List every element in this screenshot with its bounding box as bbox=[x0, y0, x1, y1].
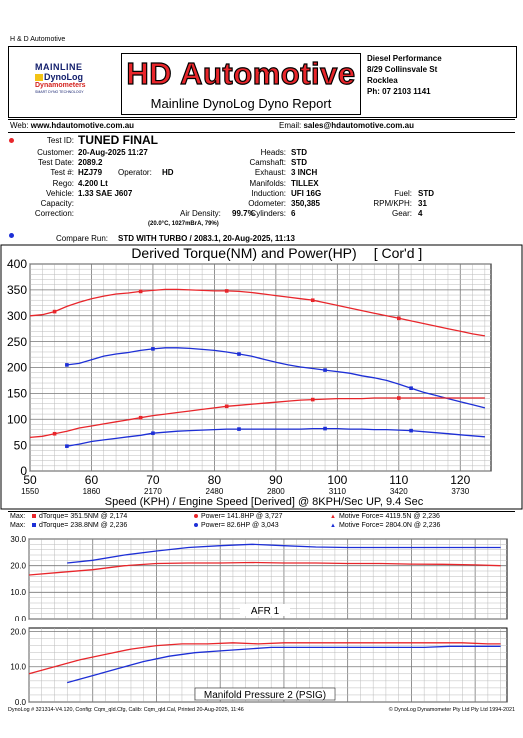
y-tick-label: 20.0 bbox=[10, 627, 26, 637]
marker-compare-power bbox=[409, 429, 413, 433]
right-values: STD 31 4 bbox=[418, 188, 434, 219]
chart-title: Derived Torque(NM) and Power(HP) bbox=[131, 245, 357, 261]
web-link[interactable]: www.hdautomotive.com.au bbox=[30, 121, 135, 130]
x-tick-label: 50 bbox=[23, 473, 37, 487]
x-tick-rpm-label: 3420 bbox=[389, 487, 408, 496]
x-tick-label: 80 bbox=[207, 473, 222, 487]
x-tick-label: 100 bbox=[327, 473, 348, 487]
y-tick-label: 350 bbox=[6, 283, 27, 298]
y-tick-label: 250 bbox=[6, 334, 27, 349]
report-banner bbox=[121, 53, 361, 115]
tuned-dot-icon bbox=[194, 514, 198, 518]
y-tick-label: 10.0 bbox=[10, 662, 26, 672]
marker-compare-power bbox=[237, 427, 241, 431]
y-tick-label: 100 bbox=[6, 412, 27, 427]
x-tick-rpm-label: 2170 bbox=[144, 487, 162, 496]
tuned-square-icon bbox=[32, 514, 36, 518]
marker-compare-torque bbox=[409, 386, 413, 390]
banner-subtitle: Mainline DynoLog Dyno Report bbox=[150, 96, 332, 111]
marker-compare-torque bbox=[151, 347, 155, 351]
marker-compare-power bbox=[323, 427, 327, 431]
y-tick-label: 0.0 bbox=[14, 614, 26, 621]
test-id-value: TUNED FINAL bbox=[78, 133, 158, 147]
marker-compare-torque bbox=[323, 368, 327, 372]
tuned-triangle-icon: ▲ bbox=[330, 514, 336, 520]
compare-dot-icon bbox=[194, 523, 198, 527]
report-header bbox=[8, 46, 517, 118]
air-density-value: 99.7% bbox=[232, 209, 255, 219]
mid-values: STD STD 3 INCH TILLEX UFI 16G 350,385 6 bbox=[291, 148, 322, 219]
map-chart-title: Manifold Pressure 2 (PSIG) bbox=[203, 690, 327, 701]
marker-tuned-torque bbox=[397, 317, 401, 321]
afr-chart-title: AFR 1 bbox=[250, 606, 280, 617]
torque-power-chart bbox=[0, 244, 523, 512]
y-tick-label: 200 bbox=[6, 360, 27, 375]
x-tick-label: 70 bbox=[146, 473, 160, 487]
x-tick-rpm-label: 3110 bbox=[328, 487, 346, 496]
compare-run-marker-icon bbox=[9, 233, 14, 238]
marker-tuned-torque bbox=[225, 289, 229, 293]
tuned-run-marker-icon bbox=[9, 138, 14, 143]
operator-label: Operator: bbox=[118, 168, 152, 178]
footer-left: DynoLog # 321314-V4.120, Config: Cqm_qld.Cfg, Calib: Cqm_qld.Cal, Printed 20-Aug-2025, 11:46 bbox=[8, 707, 244, 713]
marker-tuned-power bbox=[139, 416, 143, 420]
web-line: Web: www.hdautomotive.com.au bbox=[10, 121, 135, 130]
mid-labels: Heads: Camshaft: Exhaust: Manifolds: Induction: Odometer: Cylinders: bbox=[248, 148, 286, 219]
x-tick-rpm-label: 3730 bbox=[451, 487, 470, 496]
y-tick-label: 400 bbox=[6, 257, 27, 272]
chart-title-tag: [ Cor'd ] bbox=[373, 245, 423, 261]
chart-x-axis-label: Speed (KPH) / Engine Speed [Derived] @ 8KPH/Sec UP, 9.4 Sec bbox=[104, 496, 424, 508]
x-tick-label: 110 bbox=[389, 473, 409, 487]
compare-run-value: STD WITH TURBO / 2083.1, 20-Aug-2025, 11:13 bbox=[118, 234, 295, 243]
x-tick-rpm-label: 1550 bbox=[21, 487, 39, 496]
marker-tuned-power bbox=[53, 432, 57, 436]
x-tick-label: 90 bbox=[269, 473, 283, 487]
y-tick-label: 150 bbox=[6, 386, 27, 401]
air-density-label: Air Density: bbox=[180, 209, 221, 219]
left-values: 20-Aug-2025 11:27 2089.2 HZJ79 4.200 Lt 1.33 SAE J607 bbox=[78, 148, 148, 198]
marker-compare-power bbox=[65, 444, 69, 448]
address-block: Diesel Performance 8/29 Collinsvale St Rocklea Ph: 07 2103 1141 bbox=[367, 54, 442, 96]
afr-chart bbox=[0, 533, 523, 621]
x-tick-rpm-label: 2480 bbox=[205, 487, 224, 496]
y-tick-label: 50 bbox=[13, 438, 27, 453]
marker-tuned-torque bbox=[139, 290, 143, 294]
y-tick-label: 0 bbox=[20, 464, 27, 479]
x-tick-rpm-label: 1860 bbox=[82, 487, 101, 496]
y-tick-label: 10.0 bbox=[10, 588, 26, 598]
correction-note: (20.0°C, 1027mBrA, 79%) bbox=[148, 221, 219, 227]
mainline-logo: MAINLINE DynoLog Dynamometers SMART DYNO TECHNOLOGY bbox=[35, 62, 86, 94]
y-tick-label: 0.0 bbox=[14, 697, 26, 705]
marker-tuned-power bbox=[225, 405, 229, 409]
x-tick-label: 120 bbox=[450, 473, 471, 487]
test-id-label: Test ID: bbox=[46, 136, 74, 145]
manifold-pressure-chart bbox=[0, 625, 523, 705]
page-title: H & D Automotive bbox=[10, 36, 66, 43]
marker-tuned-torque bbox=[311, 298, 315, 302]
y-tick-label: 30.0 bbox=[10, 534, 26, 544]
compare-triangle-icon: ▲ bbox=[330, 523, 336, 529]
marker-tuned-torque bbox=[53, 310, 57, 314]
y-tick-label: 20.0 bbox=[10, 561, 26, 571]
email-link[interactable]: sales@hdautomotive.com.au bbox=[303, 121, 414, 130]
marker-compare-torque bbox=[65, 363, 69, 367]
marker-tuned-power bbox=[397, 396, 401, 400]
marker-tuned-power bbox=[311, 398, 315, 402]
x-tick-label: 60 bbox=[84, 473, 99, 487]
operator-value: HD bbox=[162, 168, 174, 178]
banner-title: HD Automotive bbox=[126, 56, 356, 91]
marker-compare-power bbox=[151, 431, 155, 435]
x-tick-rpm-label: 2800 bbox=[266, 487, 285, 496]
compare-run-label: Compare Run: bbox=[56, 234, 109, 243]
right-labels: Fuel: RPM/KPH: Gear: bbox=[373, 188, 412, 219]
left-labels: Customer: Test Date: Test #: Rego: Vehicle: Capacity: Correction: bbox=[34, 148, 74, 219]
email-line: Email: sales@hdautomotive.com.au bbox=[279, 121, 414, 130]
footer-right: © DynoLog Dynamometer Pty Ltd Pty Ltd 1994-2021 bbox=[388, 707, 515, 713]
compare-square-icon bbox=[32, 523, 36, 527]
y-tick-label: 300 bbox=[6, 308, 27, 323]
marker-compare-torque bbox=[237, 352, 241, 356]
